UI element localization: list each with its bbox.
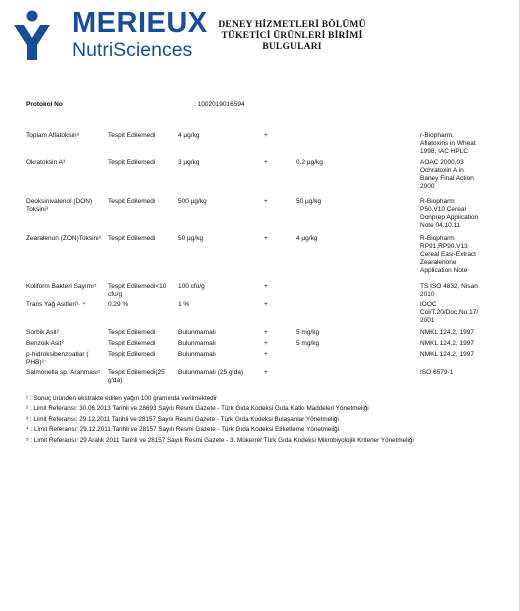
method-cell: [420, 340, 506, 348]
company-logo: [10, 6, 208, 62]
method-text: 1998, IAC HPLC: [420, 148, 469, 155]
detection-limit-cell: [296, 235, 356, 243]
method-text: Cereal Easi-Extract: [420, 251, 476, 258]
footnote: ¹ : Sonuç üründen ekstrakte edilen yağın 100 gramında verilmektedir: [26, 395, 218, 402]
method-text: Col/T.20/Doc.No.17/: [420, 309, 479, 316]
method-text: R-Biopharm: [420, 198, 455, 205]
limit-value-text: Bulunmamalı: [178, 329, 216, 336]
limit-value-text: 3 µg/kg: [178, 159, 200, 166]
limit-value-text: Bulunmamalı (25 g'da): [178, 369, 244, 376]
method-cell: [420, 301, 506, 325]
detection-limit-text: 5 mg/kg: [296, 340, 320, 347]
parameter-text: Sorbik Asit²: [26, 329, 59, 336]
result-text: Tespit Edilemedi: [108, 340, 156, 347]
limit-value-text: Bulunmamalı: [178, 340, 216, 347]
result-text: Tespit Edilemedi: [108, 235, 156, 242]
method-text: Aflatoxins in Wheat: [420, 140, 476, 147]
detection-limit-text: 5 mg/kg: [296, 329, 320, 336]
limit-value-text: 1 %: [178, 301, 190, 308]
detection-limit-cell: [296, 198, 356, 206]
method-text: TS ISO 4832, Nisan: [420, 283, 478, 290]
parameter-cell: [26, 235, 108, 243]
detection-limit-text: 4 µg/kg: [296, 235, 318, 242]
detection-limit-text: 0.2 µg/kg: [296, 159, 323, 166]
result-text: Tespit Edilemedi: [108, 132, 156, 139]
limit-value-cell: [178, 235, 258, 243]
method-text: IOOC: [420, 301, 437, 308]
parameter-text: Salmonella sp. Aranması⁵: [26, 369, 101, 376]
plus-sign: +: [264, 159, 268, 166]
header-line-2: TÜKETİCİ ÜRÜNLERİ BİRİMİ: [221, 31, 363, 41]
plus-sign: +: [264, 132, 268, 139]
method-text: r-Biopharm,: [420, 132, 454, 139]
method-cell: [420, 283, 506, 299]
protocol-number: : 1002019016594: [194, 101, 245, 108]
parameter-text: Benzoik Asit²: [26, 340, 64, 347]
method-text: 2000: [420, 183, 435, 190]
method-cell: [420, 198, 506, 230]
method-text: NMKL 124.2, 1997: [420, 329, 474, 336]
method-text: RP91,RP90.V13: [420, 243, 468, 250]
footnote: ⁴ : Limit Referansı: 29.12.2011 Tarihli ve 28157 Sayılı Resmi Gazete - Türk Gıda Kodeksi Etiketleme Yönetmeliği: [26, 426, 340, 433]
result-text: Tespit Edilemedi: [108, 159, 156, 166]
plus-sign: +: [264, 198, 268, 205]
parameter-cell: [26, 132, 108, 140]
method-text: AOAC 2000,03: [420, 159, 464, 166]
method-text: NMKL 124.2, 1997: [420, 351, 474, 358]
parameter-text: Zearalenon (ZON)Toksini³: [26, 235, 101, 242]
parameter-text: Toksini³: [26, 206, 49, 213]
parameter-text: PHB)²: [26, 359, 44, 366]
method-cell: [420, 159, 506, 191]
plus-sign: +: [264, 301, 268, 308]
method-text: R-Biopharm: [420, 235, 455, 242]
parameter-text: Koliform Bakteri Sayımı⁵: [26, 283, 97, 290]
limit-value-text: 4 µg/kg: [178, 132, 200, 139]
method-cell: [420, 369, 506, 377]
parameter-cell: [26, 369, 108, 377]
merieux-logo-icon: [11, 10, 53, 60]
limit-value-cell: [178, 301, 258, 309]
method-text: NMKL 124.2, 1997: [420, 340, 474, 347]
limit-value-text: 100 cfu/g: [178, 283, 205, 290]
parameter-text: Deoksinivalenol (DON): [26, 198, 93, 205]
protocol-label: Protokol No: [26, 101, 63, 108]
method-cell: [420, 132, 506, 156]
limit-value-cell: [178, 159, 258, 167]
method-text: 2010: [420, 291, 435, 298]
parameter-cell: [26, 159, 108, 167]
parameter-cell: [26, 329, 108, 337]
method-text: Donprep Application: [420, 214, 479, 221]
limit-value-cell: [178, 132, 258, 140]
parameter-text: Trans Yağ Asitleri¹· ⁴: [26, 301, 86, 308]
limit-value-cell: [178, 369, 258, 377]
plus-sign: +: [264, 351, 268, 358]
parameter-cell: [26, 351, 108, 367]
result-text: Tespit Edilemedi: [108, 329, 156, 336]
result-text: Tespit Edilemedi: [108, 198, 156, 205]
logo-word-merieux: MERIEUX: [72, 7, 208, 39]
method-cell: [420, 329, 506, 337]
parameter-text: Toplam Aflatoksin³: [26, 132, 79, 139]
detection-limit-cell: [296, 159, 356, 167]
logo-word-nutrisciences: NutriSciences: [72, 39, 193, 61]
result-text: Tespit Edilemedi: [108, 351, 156, 358]
plus-sign: +: [264, 369, 268, 376]
footnote: ⁵ : Limit Referansı: 29 Aralık 2011 Tarihli ve 28157 Sayılı Resmi Gazete - 3. Mükerrer Türk Gıda Kodeksi Mikrobiyolojik Kriterler Yönetmeliği: [26, 437, 414, 444]
limit-value-cell: [178, 283, 258, 291]
method-cell: [420, 351, 506, 359]
method-text: ISO 6579-1: [420, 369, 454, 376]
footnote: ² : Limit Referansı: 30.06.2013 Tarihli ve 28693 Sayılı Resmi Gazete - Türk Gıda Kodeksi Gıda Katkı Maddeleri Yönetmeliği: [26, 405, 369, 412]
result-text: g'da): [108, 377, 123, 384]
parameter-text: p-hidroksibenzoatlar (: [26, 351, 89, 358]
limit-value-text: Bulunmamalı: [178, 351, 216, 358]
result-text: Tespit Edilemedi<10: [108, 283, 167, 290]
plus-sign: +: [264, 235, 268, 242]
limit-value-text: 50 µg/kg: [178, 235, 204, 242]
limit-value-cell: [178, 329, 258, 337]
method-text: Barley Final Action: [420, 175, 474, 182]
method-text: Note 04.10.11: [420, 222, 461, 229]
method-text: Zearalenone: [420, 259, 457, 266]
method-cell: [420, 235, 506, 275]
plus-sign: +: [264, 340, 268, 347]
plus-sign: +: [264, 329, 268, 336]
result-text: Tespit Edilemedi(25: [108, 369, 165, 376]
limit-value-cell: [178, 198, 258, 206]
result-text: cfu/g: [108, 291, 123, 298]
method-text: Application Note: [420, 267, 468, 274]
parameter-cell: [26, 198, 108, 214]
parameter-cell: [26, 340, 108, 348]
footnote: ³ : Limit Referansı: 29.12.2011 Tarihli ve 28157 Sayılı Resmi Gazete - Türk Gıda Kodeksi Bulaşanlar Yönetmeliği: [26, 416, 339, 423]
method-text: Ochratoxin A in: [420, 167, 464, 174]
limit-value-cell: [178, 351, 258, 359]
header-line-1: DENEY HİZMETLERİ BÖLÜMÜ: [218, 20, 366, 30]
detection-limit-cell: [296, 340, 356, 348]
limit-value-text: 500 µg/kg: [178, 198, 207, 205]
parameter-cell: [26, 301, 108, 309]
header-line-3: BULGULARI: [262, 42, 322, 52]
method-text: P50.V10 Cereal: [420, 206, 466, 213]
detection-limit-text: 50 µg/kg: [296, 198, 322, 205]
parameter-cell: [26, 283, 108, 291]
limit-value-cell: [178, 340, 258, 348]
parameter-text: Okratoksin A³: [26, 159, 66, 166]
detection-limit-cell: [296, 329, 356, 337]
method-text: 2001: [420, 317, 435, 324]
report-header: [192, 20, 392, 53]
plus-sign: +: [264, 283, 268, 290]
result-text: 0.29 %: [108, 301, 129, 308]
